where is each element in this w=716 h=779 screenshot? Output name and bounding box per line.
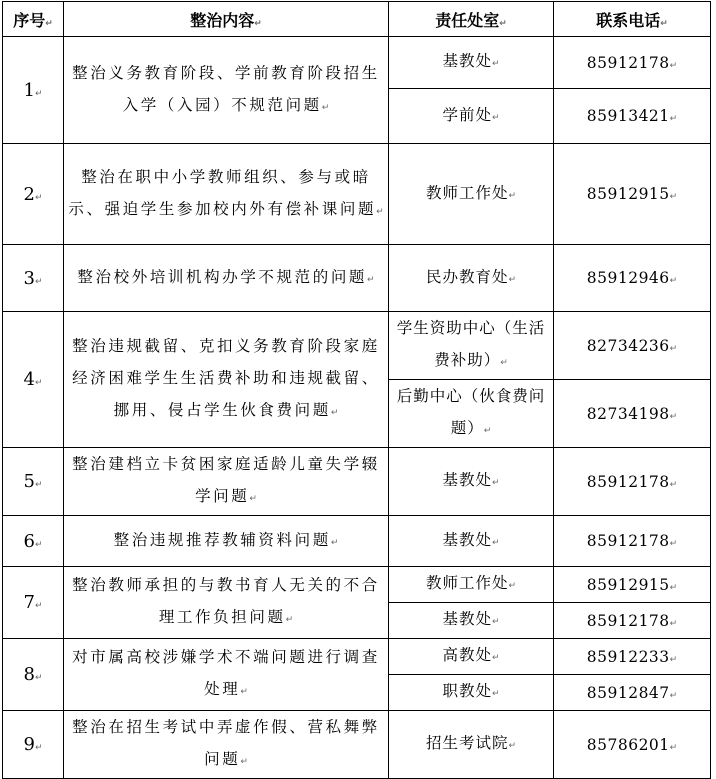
paragraph-mark-icon: ↵ [285,615,294,625]
row-serial-number [3,144,64,245]
phone-number: 85912178 [586,611,670,630]
content-text: 整治在招生考试中弄虚作假、营私舞弊问题 [72,718,380,768]
paragraph-mark-icon: ↵ [491,689,500,699]
paragraph-mark-icon: ↵ [254,18,262,29]
row-contact-phone [554,567,711,603]
paragraph-mark-icon: ↵ [499,18,507,29]
row-serial-number [3,245,64,312]
paragraph-mark-icon: ↵ [669,618,678,629]
office-name: 学生资助中心（生活费补助） [396,319,546,369]
paragraph-mark-icon: ↵ [34,743,43,753]
office-name: 民办教育处 [425,267,509,286]
row-content [64,144,389,245]
phone-number: 85912233 [586,647,670,666]
serial-number-text: 6 [23,530,35,552]
row-serial-number [3,711,64,779]
table-row [3,516,711,567]
paragraph-mark-icon: ↵ [491,59,500,69]
paragraph-mark-icon: ↵ [34,539,43,550]
paragraph-mark-icon: ↵ [669,539,678,549]
paragraph-mark-icon: ↵ [669,276,678,286]
phone-number: 85912178 [586,53,670,72]
serial-number-text: 1 [23,79,35,101]
phone-number: 85912946 [586,269,670,287]
content-text: 整治义务教育阶段、学前教育阶段招生入学（入园）不规范问题 [72,63,380,114]
office-name: 学前处 [442,105,492,124]
paragraph-mark-icon: ↵ [34,378,43,388]
table-row [3,711,711,779]
row-content [64,516,389,567]
row-serial-number [3,567,64,639]
paragraph-mark-icon: ↵ [249,494,257,504]
header-content: 整治内容↵ [64,2,389,37]
row-content [64,245,389,312]
paragraph-mark-icon: ↵ [483,426,492,436]
office-name: 基教处 [442,530,492,549]
paragraph-mark-icon: ↵ [669,742,678,753]
paragraph-mark-icon: ↵ [660,18,668,29]
paragraph-mark-icon: ↵ [330,537,339,548]
header-contact-phone: 联系电话↵ [554,2,711,37]
row-responsible-office [389,567,554,603]
office-name: 职教处 [442,682,492,700]
content-text: 整治建档立卡贫困家庭适龄儿童失学辍学问题 [72,455,380,505]
paragraph-mark-icon: ↵ [45,18,53,29]
paragraph-mark-icon: ↵ [240,687,248,697]
paragraph-mark-icon: ↵ [669,411,678,422]
row-content [64,37,389,144]
serial-number-text: 3 [23,267,35,289]
paragraph-mark-icon: ↵ [669,114,678,124]
row-responsible-office [389,516,554,567]
serial-number-text: 2 [23,183,35,205]
office-name: 教师工作处 [425,574,509,592]
row-content [64,711,389,779]
header-serial-number: 序号↵ [3,2,64,37]
phone-number: 85912915 [586,185,670,203]
row-serial-number [3,448,64,516]
row-contact-phone [554,144,711,245]
paragraph-mark-icon: ↵ [330,408,339,418]
row-responsible-office [389,448,554,516]
row-serial-number [3,37,64,144]
office-name: 后勤中心（伙食费问题） [396,387,546,437]
row-responsible-office [389,675,554,711]
row-content [64,567,389,639]
serial-number-text: 7 [23,592,35,613]
content-text: 整治教师承担的与教书育人无关的不合理工作负担问题 [72,576,380,626]
table-row [3,448,711,516]
paragraph-mark-icon: ↵ [669,690,678,701]
serial-number-text: 9 [23,734,35,755]
paragraph-mark-icon: ↵ [376,206,384,217]
paragraph-mark-icon: ↵ [669,192,678,202]
office-name: 招生考试院 [425,734,509,752]
content-text: 整治在职中小学教师组织、参与或暗示、强迫学生参加校内外有偿补课问题 [68,167,377,218]
row-responsible-office [389,144,554,245]
row-responsible-office [389,711,554,779]
paragraph-mark-icon: ↵ [34,192,43,203]
row-contact-phone [554,380,711,448]
phone-number: 85912847 [586,683,670,702]
phone-number: 82734198 [586,404,670,423]
row-contact-phone [554,245,711,312]
content-text: 整治违规截留、克扣义务教育阶段家庭经济困难学生生活费补助和违规截留、挪用、侵占学生伙食费问题 [72,337,380,419]
header-responsible-office: 责任处室↵ [389,2,554,37]
paragraph-mark-icon: ↵ [508,581,517,591]
paragraph-mark-icon: ↵ [508,190,517,201]
paragraph-mark-icon: ↵ [34,601,43,611]
paragraph-mark-icon: ↵ [240,757,248,767]
phone-number: 85912915 [586,575,670,594]
table-row [3,144,711,245]
phone-number: 85913421 [586,107,670,125]
row-content [64,639,389,711]
table-body [3,37,711,779]
row-responsible-office [389,37,554,89]
paragraph-mark-icon: ↵ [669,343,678,354]
row-contact-phone [554,89,711,144]
phone-number: 85786201 [586,735,670,754]
paragraph-mark-icon: ↵ [34,480,43,490]
row-contact-phone [554,312,711,380]
paragraph-mark-icon: ↵ [34,673,43,683]
row-contact-phone [554,675,711,711]
serial-number-text: 4 [23,369,35,390]
row-serial-number [3,639,64,711]
row-contact-phone [554,711,711,779]
paragraph-mark-icon: ↵ [500,358,508,368]
office-name: 高教处 [442,646,492,664]
row-serial-number [3,312,64,448]
office-name: 教师工作处 [425,183,509,202]
paragraph-mark-icon: ↵ [508,741,517,751]
row-contact-phone [554,448,711,516]
paragraph-mark-icon: ↵ [669,654,678,665]
phone-number: 82734236 [586,336,670,355]
paragraph-mark-icon: ↵ [34,276,43,287]
row-responsible-office [389,89,554,144]
paragraph-mark-icon: ↵ [491,478,500,488]
row-responsible-office [389,380,554,448]
phone-number: 85912178 [586,532,670,550]
remediation-table [2,1,711,779]
paragraph-mark-icon: ↵ [669,582,678,593]
table-row [3,567,711,603]
content-text: 对市属高校涉嫌学术不端问题进行调查处理 [72,648,380,698]
paragraph-mark-icon: ↵ [321,102,330,113]
row-content [64,448,389,516]
table-row [3,37,711,89]
paragraph-mark-icon: ↵ [491,653,500,663]
row-contact-phone [554,639,711,675]
paragraph-mark-icon: ↵ [508,274,517,285]
paragraph-mark-icon: ↵ [491,537,500,548]
row-content [64,312,389,448]
phone-number: 85912178 [586,472,670,491]
row-contact-phone [554,516,711,567]
row-responsible-office [389,603,554,639]
office-name: 基教处 [442,52,492,70]
table-header-row [3,2,711,37]
row-responsible-office [389,245,554,312]
row-responsible-office [389,639,554,675]
office-name: 基教处 [442,610,492,628]
row-contact-phone [554,37,711,89]
paragraph-mark-icon: ↵ [669,479,678,490]
table-row [3,312,711,380]
office-name: 基教处 [442,471,492,489]
content-text: 整治校外培训机构办学不规范的问题 [77,267,368,286]
table-row [3,639,711,675]
table-row [3,245,711,312]
paragraph-mark-icon: ↵ [491,617,500,627]
row-responsible-office [389,312,554,380]
row-serial-number [3,516,64,567]
paragraph-mark-icon: ↵ [367,274,375,285]
serial-number-text: 5 [23,471,35,492]
paragraph-mark-icon: ↵ [669,60,678,71]
paragraph-mark-icon: ↵ [491,112,500,123]
serial-number-text: 8 [23,664,35,685]
paragraph-mark-icon: ↵ [34,88,43,99]
content-text: 整治违规推荐教辅资料问题 [113,530,331,549]
row-contact-phone [554,603,711,639]
